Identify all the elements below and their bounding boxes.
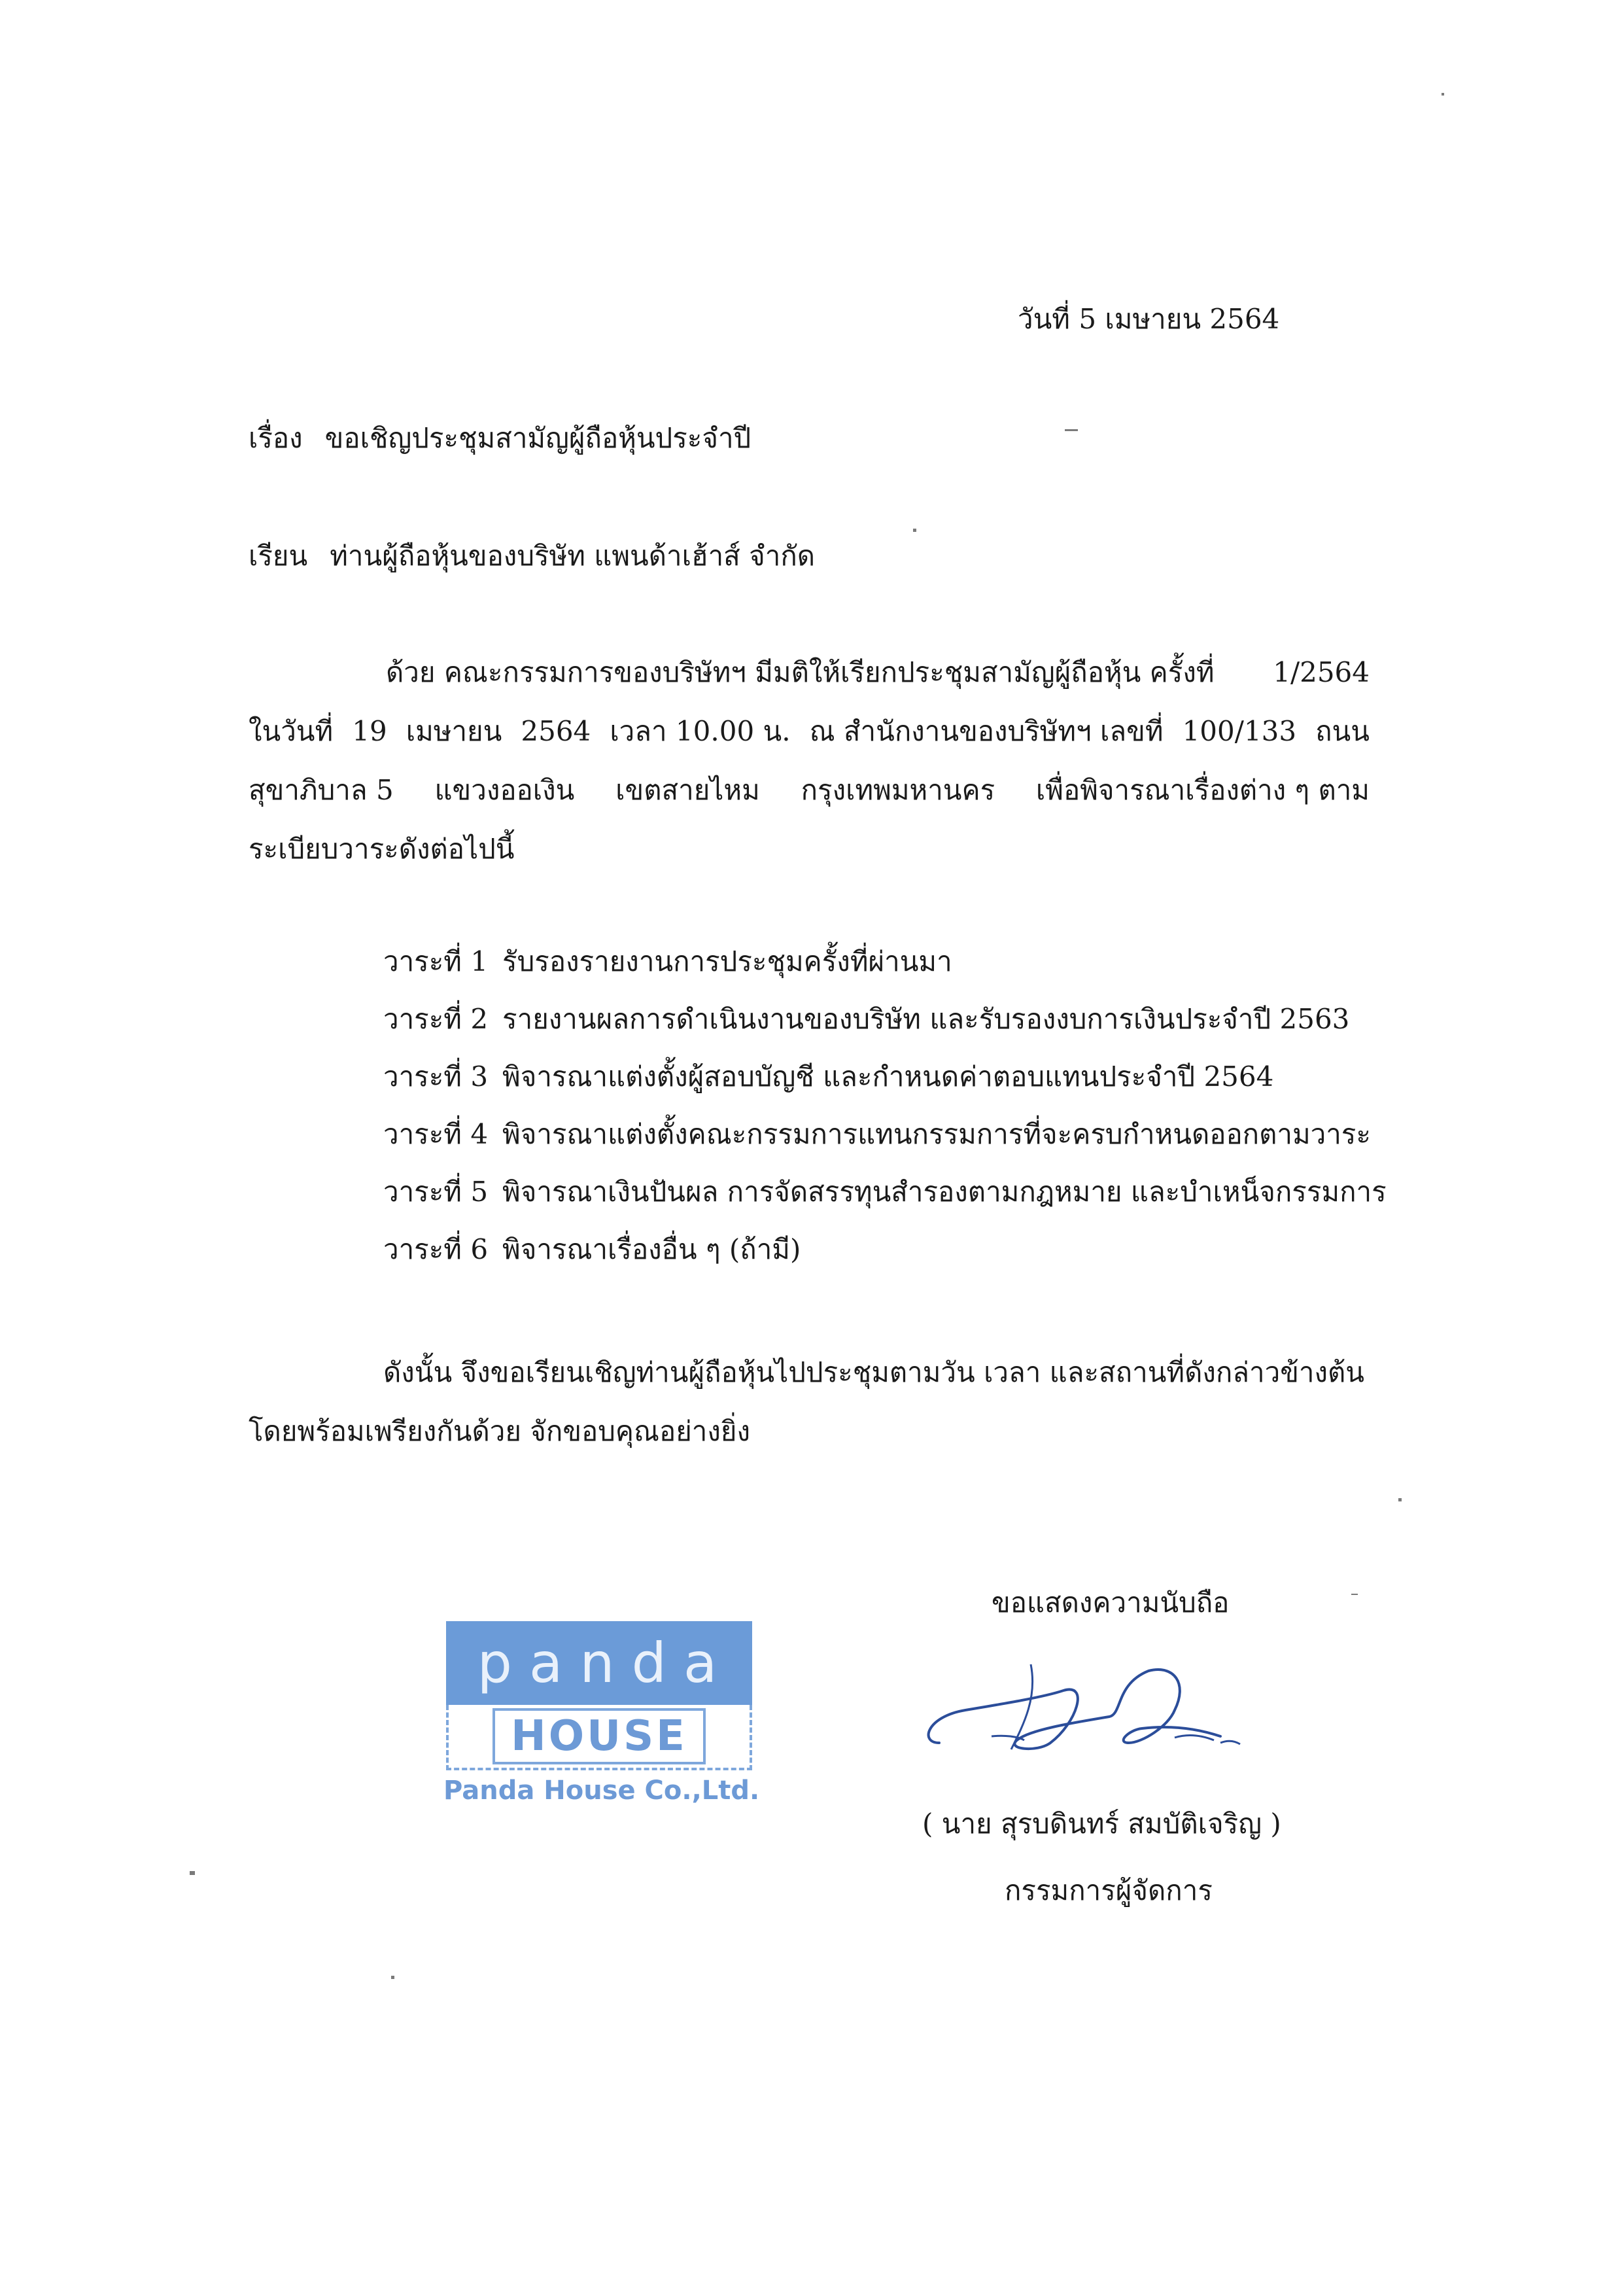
agenda-item-text: พิจารณาแต่งตั้งผู้สอบบัญชี และกำหนดค่าตอบแทนประจำปี 2564 xyxy=(502,1060,1274,1093)
agenda-item xyxy=(383,1057,1387,1115)
body-segment: กรุงเทพมหานคร xyxy=(801,774,995,806)
recipient-line xyxy=(249,536,815,576)
scan-speck xyxy=(1398,1498,1402,1501)
agenda-item xyxy=(383,1115,1387,1172)
body-segment: เพื่อพิจารณาเรื่องต่าง ๆ ตาม xyxy=(1035,774,1370,806)
agenda-item-label: วาระที่ 5 xyxy=(383,1176,489,1208)
body-segment: 19 xyxy=(352,715,387,747)
agenda-item xyxy=(383,1172,1387,1230)
body-segment: ด้วย คณะกรรมการของบริษัทฯ มีมติให้เรียกประชุมสามัญผู้ถือหุ้น ครั้งที่ xyxy=(386,656,1215,688)
signer-title: กรรมการผู้จัดการ xyxy=(1005,1874,1213,1906)
body-line-1 xyxy=(386,653,1370,692)
stamp-panda-text: panda xyxy=(446,1621,752,1705)
scan-speck xyxy=(391,1976,394,1979)
agenda-item xyxy=(383,942,1387,1000)
complimentary-close: ขอแสดงความนับถือ xyxy=(992,1586,1230,1619)
scan-speck xyxy=(1442,93,1444,96)
letter-date: วันที่ 5 เมษายน 2564 xyxy=(1018,303,1280,335)
subject-line xyxy=(249,419,751,458)
body-segment: 1/2564 xyxy=(1273,656,1370,688)
body-segment: แขวงออเงิน xyxy=(434,774,575,806)
agenda-item xyxy=(383,1000,1387,1057)
agenda-item-text: รายงานผลการดำเนินงานของบริษัท และรับรองงบการเงินประจำปี 2563 xyxy=(502,1003,1350,1035)
body-segment: เมษายน xyxy=(406,715,502,747)
body-segment: สุขาภิบาล 5 xyxy=(249,774,394,806)
body-segment: ในวันที่ xyxy=(249,715,334,747)
agenda-item-text: พิจารณาเงินปันผล การจัดสรรทุนสำรองตามกฎหมาย และบำเหน็จกรรมการ xyxy=(502,1176,1387,1208)
recipient-text: ท่านผู้ถือหุ้นของบริษัท แพนด้าเฮ้าส์ จำกัด xyxy=(330,540,816,572)
handwritten-signature xyxy=(913,1645,1279,1762)
body-segment: เวลา 10.00 น. xyxy=(610,715,791,747)
recipient-label: เรียน xyxy=(249,540,308,572)
company-stamp xyxy=(443,1621,760,1806)
scan-speck xyxy=(1065,429,1078,431)
scan-speck xyxy=(190,1871,195,1875)
agenda-item xyxy=(383,1230,1387,1288)
subject-label: เรื่อง xyxy=(249,422,303,454)
closing-line-2: โดยพร้อมเพรียงกันด้วย จักขอบคุณอย่างยิ่ง xyxy=(249,1415,751,1447)
body-segment: 100/133 xyxy=(1182,715,1297,747)
body-line-2 xyxy=(249,712,1370,751)
agenda-item-text: พิจารณาเรื่องอื่น ๆ (ถ้ามี) xyxy=(502,1233,801,1265)
body-segment: เขตสายไหม xyxy=(615,774,760,806)
agenda-item-text: รับรองรายงานการประชุมครั้งที่ผ่านมา xyxy=(502,945,952,977)
scan-speck xyxy=(1351,1594,1358,1595)
body-segment: ณ สำนักงานของบริษัทฯ เลขที่ xyxy=(809,715,1164,747)
agenda-item-label: วาระที่ 6 xyxy=(383,1233,489,1265)
scan-speck xyxy=(913,529,916,532)
body-line-4: ระเบียบวาระดังต่อไปนี้ xyxy=(249,833,515,865)
body-segment: ถนน xyxy=(1315,715,1370,747)
body-line-3 xyxy=(249,771,1370,810)
agenda-item-text: พิจารณาแต่งตั้งคณะกรรมการแทนกรรมการที่จะครบกำหนดออกตามวาระ xyxy=(502,1118,1371,1150)
signer-name: ( นาย สุรบดินทร์ สมบัติเจริญ ) xyxy=(922,1808,1281,1840)
stamp-house-text: HOUSE xyxy=(492,1708,706,1764)
closing-line-1: ดังนั้น จึงขอเรียนเชิญท่านผู้ถือหุ้นไปประชุมตามวัน เวลา และสถานที่ดังกล่าวข้างต้น xyxy=(383,1356,1365,1388)
agenda-item-label: วาระที่ 1 xyxy=(383,945,489,977)
subject-text: ขอเชิญประชุมสามัญผู้ถือหุ้นประจำปี xyxy=(324,422,752,454)
stamp-company-name: Panda House Co.,Ltd. xyxy=(443,1776,760,1806)
body-segment: 2564 xyxy=(521,715,591,747)
agenda-item-label: วาระที่ 3 xyxy=(383,1060,489,1093)
agenda-item-label: วาระที่ 4 xyxy=(383,1118,489,1150)
agenda-list xyxy=(383,942,1387,1288)
agenda-item-label: วาระที่ 2 xyxy=(383,1003,489,1035)
stamp-house-box xyxy=(446,1705,752,1770)
